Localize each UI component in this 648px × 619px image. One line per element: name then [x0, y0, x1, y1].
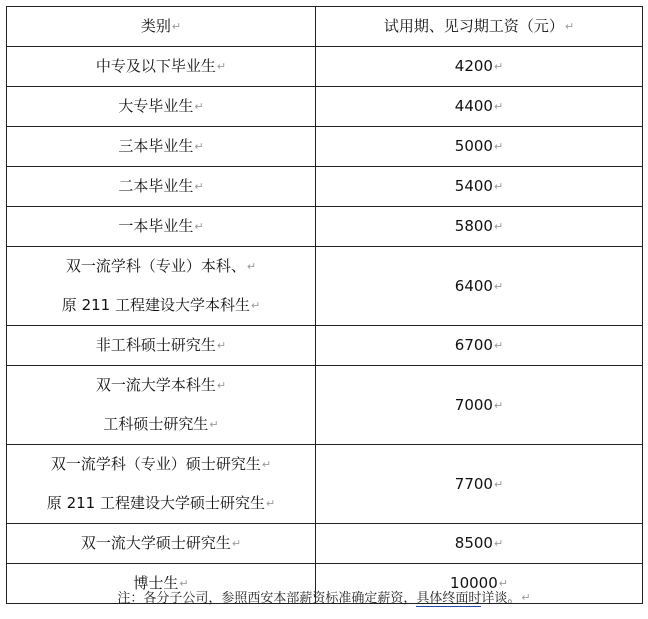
table-row	[7, 127, 643, 167]
category-cell	[7, 87, 316, 127]
category-text: 二本毕业生	[118, 177, 194, 195]
category-cell	[7, 445, 316, 524]
category-line	[7, 366, 315, 405]
return-mark: ↵	[498, 577, 508, 590]
return-mark: ↵	[521, 591, 531, 604]
category-cell	[7, 127, 316, 167]
return-mark: ↵	[216, 339, 227, 352]
header-category: 类别	[140, 17, 171, 35]
footnote	[0, 586, 648, 611]
category-line	[7, 127, 315, 166]
category-line	[7, 484, 315, 523]
category-line	[7, 247, 315, 286]
table-row	[7, 326, 643, 366]
return-mark: ↵	[171, 20, 182, 33]
category-text: 三本毕业生	[118, 137, 194, 155]
return-mark: ↵	[246, 260, 257, 273]
category-line	[7, 167, 315, 206]
category-cell	[7, 524, 316, 564]
category-cell	[7, 366, 316, 445]
salary-cell	[316, 167, 643, 207]
footnote-text: 注：各分子公司，参照西安本部薪资标准确定薪资，	[117, 591, 417, 606]
return-mark: ↵	[493, 140, 504, 153]
return-mark: ↵	[493, 180, 504, 193]
table-row	[7, 247, 643, 326]
category-text: 非工科硕士研究生	[95, 336, 216, 354]
category-text: 双一流学科（专业）本科、	[65, 257, 246, 275]
category-cell	[7, 167, 316, 207]
salary-value: 7000	[454, 395, 493, 414]
footnote-link[interactable]: 具体终面时	[416, 591, 482, 606]
return-mark: ↵	[250, 299, 261, 312]
category-text: 原 211 工程建设大学硕士研究生	[46, 494, 265, 512]
category-text: 大专毕业生	[118, 97, 194, 115]
return-mark: ↵	[493, 537, 504, 550]
salary-value: 10000	[450, 574, 498, 592]
salary-value: 5400	[454, 177, 493, 195]
salary-cell	[316, 326, 643, 366]
salary-cell	[316, 247, 643, 326]
return-mark: ↵	[231, 537, 242, 550]
table-row	[7, 167, 643, 207]
header-category-cell	[7, 7, 316, 47]
table-row	[7, 47, 643, 87]
category-cell	[7, 47, 316, 87]
return-mark: ↵	[194, 220, 204, 233]
table-row	[7, 524, 643, 564]
category-text: 原 211 工程建设大学本科生	[61, 296, 250, 314]
footnote-text-end: 详谈。	[481, 591, 521, 606]
salary-cell	[316, 207, 643, 247]
return-mark: ↵	[493, 477, 504, 491]
category-text: 双一流大学本科生	[95, 376, 216, 394]
category-cell	[7, 326, 316, 366]
return-mark: ↵	[493, 279, 504, 293]
table-row	[7, 207, 643, 247]
salary-value: 5800	[454, 217, 493, 235]
category-cell	[7, 247, 316, 326]
return-mark: ↵	[493, 60, 504, 73]
category-line	[7, 207, 315, 246]
category-text: 工科硕士研究生	[103, 415, 209, 433]
category-text: 双一流学科（专业）硕士研究生	[50, 455, 261, 473]
return-mark: ↵	[194, 180, 204, 193]
header-salary-cell	[316, 7, 643, 47]
table-row	[7, 445, 643, 524]
return-mark: ↵	[493, 398, 504, 412]
category-line	[7, 405, 315, 444]
return-mark: ↵	[179, 577, 189, 590]
salary-cell	[316, 366, 643, 445]
return-mark: ↵	[209, 418, 219, 431]
return-mark: ↵	[194, 140, 204, 153]
return-mark: ↵	[216, 60, 227, 73]
table-row	[7, 366, 643, 445]
table-body	[7, 47, 643, 604]
salary-cell	[316, 445, 643, 524]
category-text: 中专及以下毕业生	[95, 57, 216, 75]
salary-cell	[316, 47, 643, 87]
salary-value: 4400	[454, 97, 493, 115]
category-cell	[7, 207, 316, 247]
salary-table	[6, 6, 643, 604]
return-mark: ↵	[493, 220, 504, 233]
category-line	[7, 445, 315, 484]
return-mark: ↵	[216, 379, 227, 392]
category-line	[7, 47, 315, 86]
salary-cell	[316, 524, 643, 564]
salary-value: 5000	[454, 137, 493, 155]
header-salary: 试用期、见习期工资（元）	[383, 17, 564, 35]
salary-value: 4200	[454, 57, 493, 75]
table-row	[7, 87, 643, 127]
return-mark: ↵	[493, 100, 504, 113]
category-line	[7, 87, 315, 126]
category-text: 一本毕业生	[118, 217, 194, 235]
return-mark: ↵	[194, 100, 204, 113]
category-text: 博士生	[133, 574, 179, 592]
salary-cell	[316, 127, 643, 167]
return-mark: ↵	[265, 497, 276, 510]
salary-value: 8500	[454, 534, 493, 552]
category-line	[7, 286, 315, 325]
return-mark: ↵	[564, 20, 575, 33]
category-line	[7, 326, 315, 365]
category-line	[7, 524, 315, 563]
return-mark: ↵	[261, 458, 272, 471]
salary-value: 6400	[454, 276, 493, 295]
table-header-row	[7, 7, 643, 47]
return-mark: ↵	[493, 339, 504, 352]
category-text: 双一流大学硕士研究生	[80, 534, 231, 552]
salary-cell	[316, 87, 643, 127]
salary-value: 7700	[454, 474, 493, 493]
salary-value: 6700	[454, 336, 493, 354]
